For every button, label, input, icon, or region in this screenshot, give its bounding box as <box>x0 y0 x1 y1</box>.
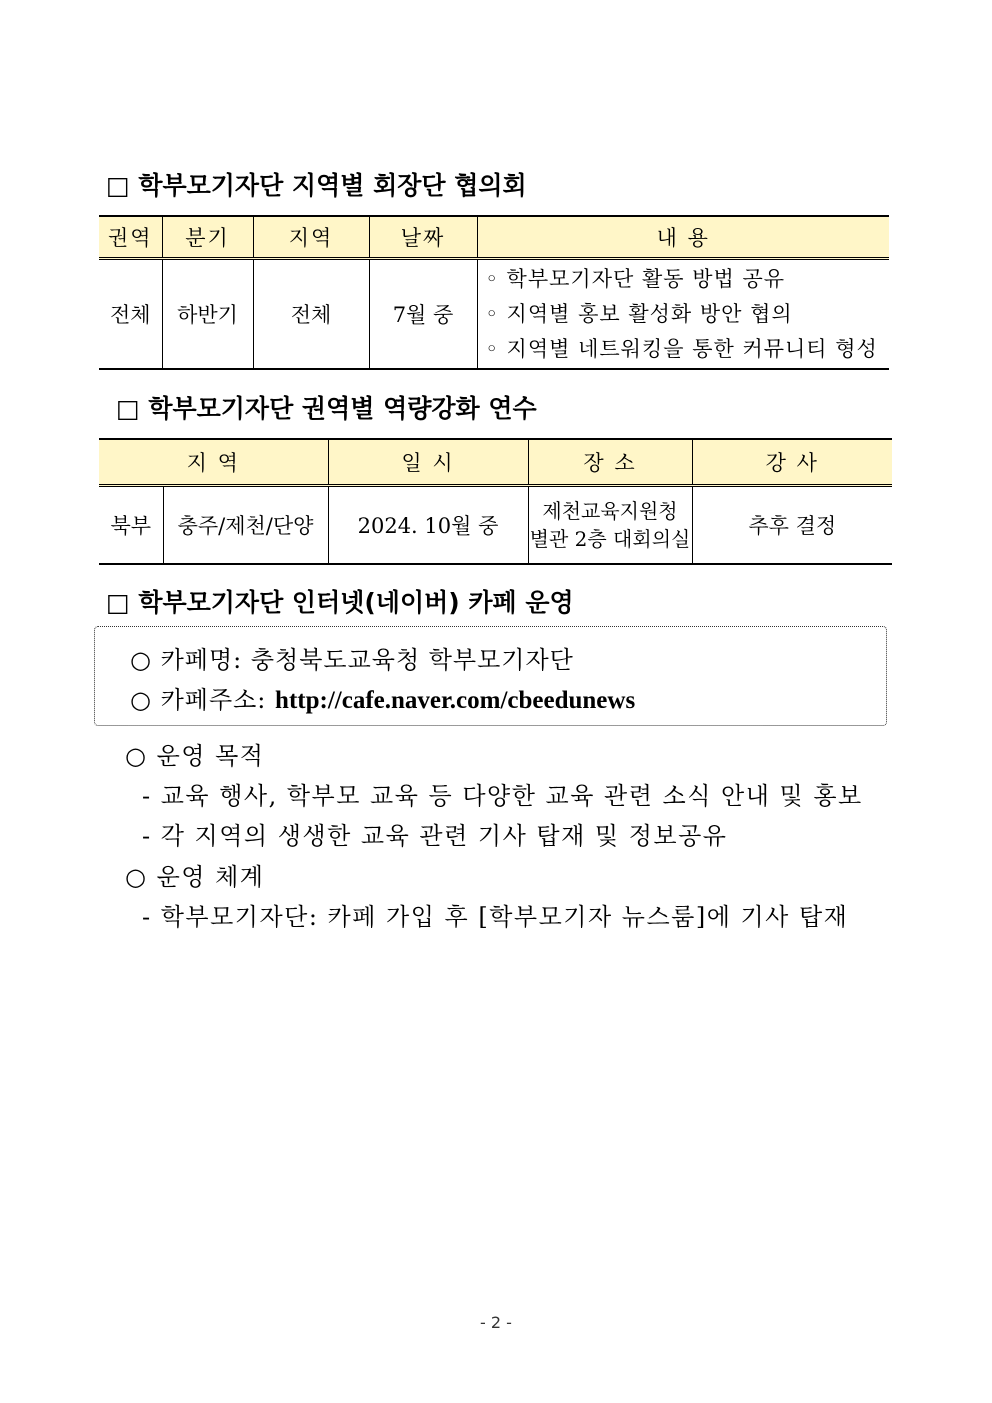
table-row <box>99 259 889 370</box>
header-region: 지역 <box>253 216 369 259</box>
cell-venue <box>528 486 692 565</box>
purpose-item: - 교육 행사, 학부모 교육 등 다양한 교육 관련 소식 안내 및 홍보 <box>142 782 863 810</box>
cafe-name: ○ 카페명: 충청북도교육청 학부모기자단 <box>130 646 574 674</box>
header-quarter: 분기 <box>162 216 253 259</box>
cafe-address-label: ○ 카페주소: <box>130 686 267 714</box>
content-item: ◦ 지역별 네트워킹을 통한 커뮤니티 형성 <box>485 336 878 361</box>
purpose-heading: ○ 운영 목적 <box>125 742 265 770</box>
training-section-title: □ 학부모기자단 권역별 역량강화 연수 <box>116 394 537 423</box>
cell-region: 전체 <box>253 259 369 370</box>
header-region: 지 역 <box>99 439 328 486</box>
council-section-title: □ 학부모기자단 지역별 회장단 협의회 <box>106 171 527 200</box>
training-table <box>99 438 892 565</box>
council-table <box>99 215 889 370</box>
header-content: 내 용 <box>477 216 889 259</box>
header-datetime: 일 시 <box>328 439 528 486</box>
cell-instructor: 추후 결정 <box>692 486 892 565</box>
purpose-item: - 각 지역의 생생한 교육 관련 기사 탑재 및 정보공유 <box>142 822 728 850</box>
content-item: ◦ 지역별 홍보 활성화 방안 협의 <box>485 301 793 326</box>
page-number: - 2 - <box>480 1313 512 1332</box>
header-region-group: 권역 <box>99 216 162 259</box>
table-row <box>99 486 892 565</box>
cafe-address <box>130 680 635 715</box>
content-item: ◦ 학부모기자단 활동 방법 공유 <box>485 266 786 291</box>
cell-region: 충주/제천/단양 <box>163 486 328 565</box>
cell-date: 7월 중 <box>369 259 477 370</box>
cafe-address-link[interactable]: http://cafe.naver.com/cbeedunews <box>275 687 636 714</box>
cell-region-group: 북부 <box>99 486 163 565</box>
header-venue: 장 소 <box>528 439 692 486</box>
system-heading: ○ 운영 체계 <box>125 863 265 891</box>
cell-quarter: 하반기 <box>162 259 253 370</box>
header-instructor: 강 사 <box>692 439 892 486</box>
venue-line: 제천교육지원청 <box>542 499 678 523</box>
training-table-header-row <box>99 439 892 486</box>
cell-region-group: 전체 <box>99 259 162 370</box>
system-item: - 학부모기자단: 카페 가입 후 [학부모기자 뉴스룸]에 기사 탑재 <box>142 903 849 931</box>
venue-line: 별관 2층 대회의실 <box>529 527 691 551</box>
cell-content <box>477 259 889 370</box>
cafe-section-title: □ 학부모기자단 인터넷(네이버) 카페 운영 <box>106 588 574 617</box>
council-table-header-row <box>99 216 889 259</box>
cell-datetime: 2024. 10월 중 <box>328 486 528 565</box>
header-date: 날짜 <box>369 216 477 259</box>
